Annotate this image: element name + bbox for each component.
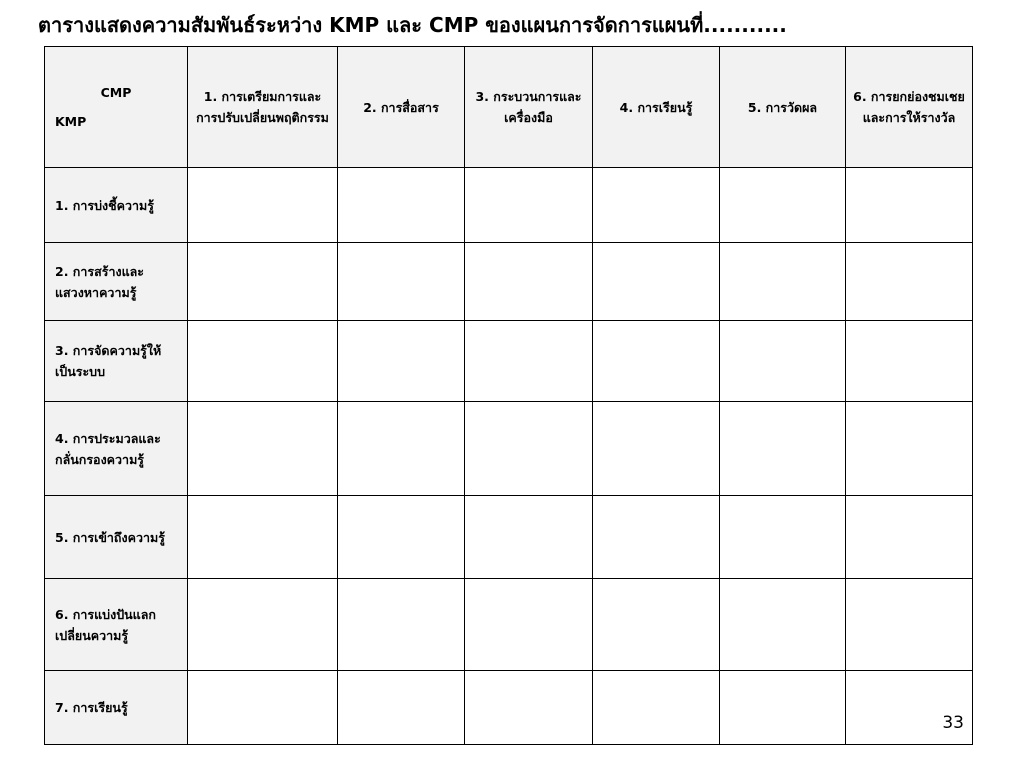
table-row bbox=[45, 671, 973, 745]
table-cell[interactable] bbox=[720, 168, 846, 243]
table-cell[interactable] bbox=[720, 671, 846, 745]
table-cell[interactable] bbox=[465, 402, 593, 496]
page-number: 33 bbox=[942, 713, 964, 733]
table-row bbox=[45, 402, 973, 496]
column-header-1: 1. การเตรียมการและการปรับเปลี่ยนพฤติกรรม bbox=[188, 47, 338, 168]
page-title: ตารางแสดงความสัมพันธ์ระหว่าง KMP และ CMP ของแผนการจัดการแผนที่........... bbox=[38, 13, 787, 37]
row-header-1: 1. การบ่งชี้ความรู้ bbox=[45, 168, 188, 243]
table-row bbox=[45, 321, 973, 402]
row-header-6: 6. การแบ่งปันแลกเปลี่ยนความรู้ bbox=[45, 579, 188, 671]
column-header-3: 3. กระบวนการและเครื่องมือ bbox=[465, 47, 593, 168]
table-cell[interactable] bbox=[846, 579, 973, 671]
table-cell[interactable] bbox=[465, 671, 593, 745]
table-cell[interactable] bbox=[720, 402, 846, 496]
table-cell[interactable] bbox=[846, 321, 973, 402]
column-header-6: 6. การยกย่องชมเชยและการให้รางวัล bbox=[846, 47, 973, 168]
row-header-2: 2. การสร้างและแสวงหาความรู้ bbox=[45, 243, 188, 321]
row-header-7: 7. การเรียนรู้ bbox=[45, 671, 188, 745]
table-cell[interactable] bbox=[720, 321, 846, 402]
table-cell[interactable] bbox=[188, 243, 338, 321]
table-cell[interactable] bbox=[338, 579, 465, 671]
table-cell[interactable] bbox=[593, 321, 720, 402]
table-cell[interactable] bbox=[188, 671, 338, 745]
table-cell[interactable] bbox=[720, 243, 846, 321]
table-cell[interactable] bbox=[188, 496, 338, 579]
table-cell[interactable] bbox=[465, 496, 593, 579]
table-cell[interactable] bbox=[846, 402, 973, 496]
table-cell[interactable] bbox=[338, 168, 465, 243]
row-header-3: 3. การจัดความรู้ให้เป็นระบบ bbox=[45, 321, 188, 402]
column-header-5: 5. การวัดผล bbox=[720, 47, 846, 168]
table-cell[interactable] bbox=[846, 671, 973, 745]
table-cell[interactable] bbox=[720, 496, 846, 579]
kmp-cmp-table bbox=[44, 46, 973, 745]
table-cell[interactable] bbox=[720, 579, 846, 671]
corner-kmp-label: KMP bbox=[55, 114, 87, 129]
table-cell[interactable] bbox=[188, 402, 338, 496]
table-cell[interactable] bbox=[465, 321, 593, 402]
table-cell[interactable] bbox=[188, 168, 338, 243]
table-cell[interactable] bbox=[188, 321, 338, 402]
table-cell[interactable] bbox=[338, 496, 465, 579]
corner-cmp-label: CMP bbox=[100, 85, 132, 100]
column-header-4: 4. การเรียนรู้ bbox=[593, 47, 720, 168]
table-cell[interactable] bbox=[593, 496, 720, 579]
table-cell[interactable] bbox=[338, 402, 465, 496]
table-cell[interactable] bbox=[465, 579, 593, 671]
table-cell[interactable] bbox=[465, 243, 593, 321]
table-cell[interactable] bbox=[593, 243, 720, 321]
column-header-2: 2. การสื่อสาร bbox=[338, 47, 465, 168]
table-cell[interactable] bbox=[188, 579, 338, 671]
table-row bbox=[45, 168, 973, 243]
table-row bbox=[45, 579, 973, 671]
table-cell[interactable] bbox=[846, 243, 973, 321]
table-cell[interactable] bbox=[593, 168, 720, 243]
table-cell[interactable] bbox=[593, 579, 720, 671]
table-cell[interactable] bbox=[465, 168, 593, 243]
header-row bbox=[45, 47, 973, 168]
row-header-4: 4. การประมวลและกลั่นกรองความรู้ bbox=[45, 402, 188, 496]
corner-header bbox=[45, 47, 188, 168]
table-cell[interactable] bbox=[593, 402, 720, 496]
table-row bbox=[45, 243, 973, 321]
table-cell[interactable] bbox=[593, 671, 720, 745]
table-cell[interactable] bbox=[338, 671, 465, 745]
table-cell[interactable] bbox=[846, 168, 973, 243]
table-cell[interactable] bbox=[846, 496, 973, 579]
table-cell[interactable] bbox=[338, 321, 465, 402]
table-cell[interactable] bbox=[338, 243, 465, 321]
row-header-5: 5. การเข้าถึงความรู้ bbox=[45, 496, 188, 579]
table-row bbox=[45, 496, 973, 579]
